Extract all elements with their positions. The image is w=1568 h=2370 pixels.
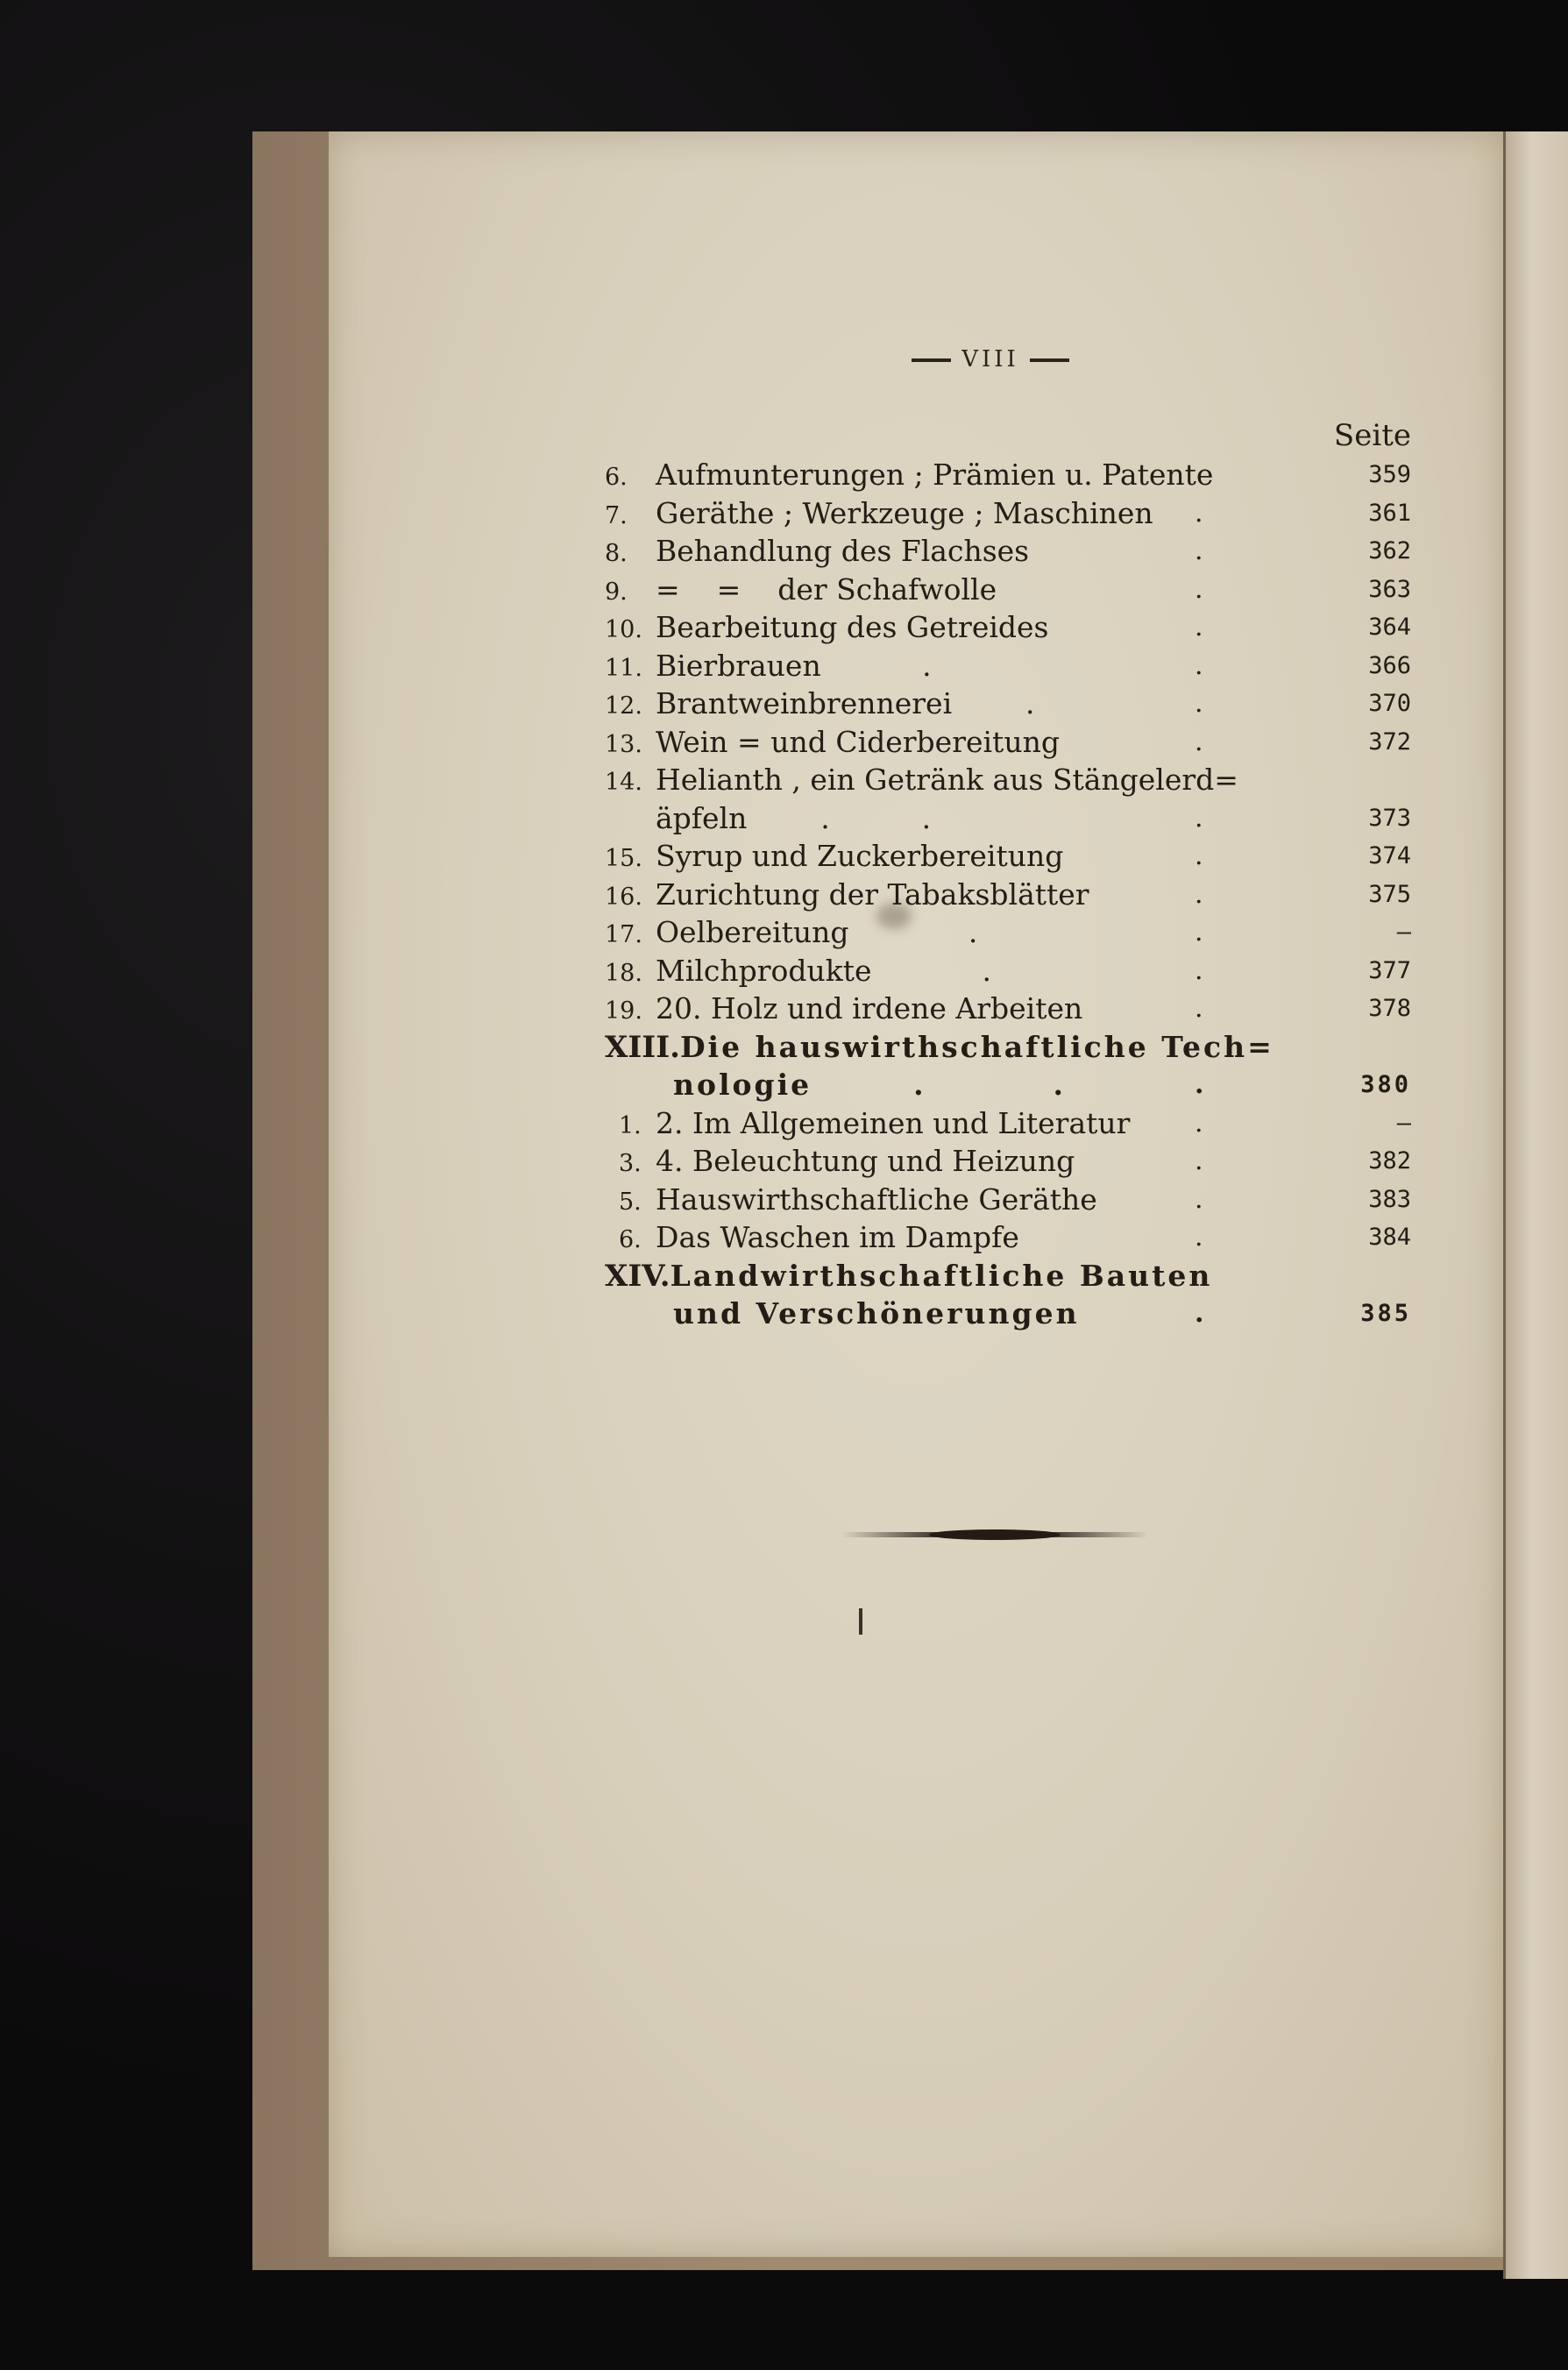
toc-entry-title: Die hauswirthschaftliche Tech= (679, 1029, 1274, 1064)
toc-entry-leader-dot: . (1195, 573, 1203, 605)
toc-entry-page: 375 (1368, 880, 1411, 908)
toc-entry (605, 456, 1411, 494)
toc-entry (605, 1295, 1411, 1333)
toc-entry (605, 1181, 1411, 1219)
toc-entry-number: 16. (605, 883, 642, 911)
folio-dash-right (1030, 358, 1069, 362)
toc-entry-leader-dot: . (1195, 841, 1203, 871)
toc-entry (605, 1257, 1411, 1295)
toc-entry-leader-dot: . (1195, 536, 1203, 566)
toc-entry-leader-dot: . (1195, 802, 1203, 834)
toc-entry (605, 952, 1411, 990)
toc-entry-number: 12. (605, 692, 642, 720)
toc-entry (605, 1142, 1411, 1181)
toc-entry-title: = = der Schafwolle (656, 571, 997, 607)
toc-entry-page: 372 (1368, 727, 1411, 756)
toc-entry-title: nologie . . (673, 1068, 1066, 1102)
closing-rule-center (929, 1529, 1061, 1540)
toc-entry (605, 799, 1411, 838)
toc-entry-title: und Verschönerungen (673, 1296, 1080, 1330)
toc-entry-leader-dot: . (1195, 917, 1203, 947)
page-column-header: Seite (1333, 418, 1411, 453)
toc-entry-number: 13. (605, 730, 642, 758)
toc-entry-page: — (1396, 919, 1411, 946)
toc-entry-number: 19. (605, 997, 642, 1025)
page-folio (876, 346, 1104, 373)
toc-entry-page: 361 (1368, 499, 1411, 527)
toc-entry-leader-dot: . (1195, 612, 1203, 642)
toc-entry-number: 9. (605, 578, 628, 606)
folio-dash-left (912, 358, 951, 362)
toc-entry-number: XIII. (605, 1029, 680, 1065)
toc-entry-number: XIV. (605, 1258, 670, 1294)
toc-entry-page: 370 (1368, 690, 1411, 717)
toc-entry-number: 6. (605, 464, 628, 491)
toc-entry-title: Das Waschen im Dampfe (656, 1220, 1019, 1254)
toc-entry (605, 723, 1411, 762)
toc-entry-number: 3. (619, 1150, 642, 1177)
toc-entry-title: Oelbereitung . (656, 915, 978, 949)
toc-entry-page: 383 (1368, 1185, 1411, 1213)
toc-entry-page: 384 (1368, 1224, 1411, 1251)
table-of-contents (605, 456, 1411, 1333)
toc-entry-title: Brantweinbrennerei . (656, 686, 1035, 720)
toc-entry-page: 382 (1368, 1147, 1411, 1174)
toc-entry (605, 608, 1411, 647)
toc-entry-page: 363 (1368, 575, 1411, 603)
toc-entry-title: Zurichtung der Tabaksblätter (656, 876, 1089, 912)
toc-entry-number: 7. (605, 501, 628, 529)
toc-entry-leader-dot: . (1195, 1298, 1207, 1329)
toc-entry-title: Landwirthschaftliche Bauten (670, 1258, 1213, 1293)
toc-entry-title: Helianth , ein Getränk aus Stängelerd= (656, 763, 1238, 797)
facing-page-edge (1503, 131, 1568, 2279)
toc-entry-leader-dot: . (1195, 1222, 1203, 1252)
toc-entry-title: Wein = und Ciderbereitung (656, 724, 1060, 759)
toc-entry (605, 1028, 1411, 1067)
toc-entry-leader-dot: . (1195, 878, 1203, 910)
toc-entry-leader-dot: . (1195, 497, 1203, 529)
toc-entry (605, 647, 1411, 685)
toc-entry-number: 17. (605, 921, 642, 948)
toc-entry (605, 685, 1411, 723)
toc-entry-leader-dot: . (1195, 688, 1203, 719)
toc-entry-title: Geräthe ; Werkzeuge ; Maschinen (656, 495, 1153, 530)
toc-entry (605, 837, 1411, 876)
toc-entry-title: Hauswirthschaftliche Geräthe (656, 1181, 1097, 1217)
toc-entry-leader-dot: . (1195, 1107, 1203, 1139)
toc-entry-page: 377 (1368, 956, 1411, 984)
toc-entry-page: 374 (1368, 842, 1411, 869)
toc-entry-number: 5. (619, 1188, 642, 1216)
toc-entry (605, 876, 1411, 914)
toc-entry (605, 1104, 1411, 1143)
toc-entry-title: Bierbrauen . (656, 648, 932, 683)
folio-number: VIII (961, 346, 1019, 373)
toc-entry (605, 990, 1411, 1028)
toc-entry-title: Behandlung des Flachses (656, 534, 1030, 568)
toc-entry (605, 532, 1411, 571)
toc-entry-number: 1. (619, 1111, 642, 1139)
toc-entry-leader-dot: . (1195, 993, 1203, 1024)
toc-entry-title: äpfeln . . (656, 800, 932, 835)
toc-entry-number: 15. (605, 845, 642, 872)
toc-entry-page: 373 (1368, 804, 1411, 832)
toc-entry-page: 366 (1368, 651, 1411, 679)
toc-entry-title: Aufmunterungen ; Prämien u. Patente (656, 458, 1214, 492)
toc-entry (605, 913, 1411, 952)
toc-entry-number: 10. (605, 616, 642, 643)
toc-entry-leader-dot: . (1195, 954, 1203, 986)
toc-entry-page: — (1396, 1109, 1411, 1137)
toc-entry-leader-dot: . (1195, 649, 1203, 681)
toc-entry-number: 8. (605, 540, 628, 567)
toc-entry-title: Syrup und Zuckerbereitung (656, 839, 1064, 873)
toc-entry-leader-dot: . (1195, 726, 1203, 757)
toc-entry-page: 378 (1368, 995, 1411, 1022)
toc-entry-number: 18. (605, 959, 642, 987)
toc-entry-page: 364 (1368, 614, 1411, 641)
toc-entry-title: 20. Holz und irdene Arbeiten (656, 991, 1083, 1025)
toc-entry-number: 6. (619, 1226, 642, 1253)
toc-entry (605, 571, 1411, 609)
toc-entry-leader-dot: . (1195, 1146, 1203, 1176)
toc-entry (605, 1218, 1411, 1257)
toc-entry-number: 11. (605, 654, 642, 682)
toc-entry (605, 761, 1411, 799)
toc-entry-title: 4. Beleuchtung und Heizung (656, 1144, 1075, 1178)
toc-entry-number: 14. (605, 769, 642, 796)
toc-entry-page: 359 (1368, 461, 1411, 488)
toc-entry-title: 2. Im Allgemeinen und Literatur (656, 1105, 1131, 1140)
toc-entry-page: 380 (1360, 1071, 1411, 1098)
toc-entry-title: Bearbeitung des Getreides (656, 610, 1049, 644)
page-mark (859, 1608, 862, 1635)
toc-entry (605, 494, 1411, 533)
toc-entry-title: Milchprodukte . (656, 953, 991, 988)
toc-entry-leader-dot: . (1195, 1069, 1207, 1100)
toc-entry-page: 362 (1368, 537, 1411, 564)
toc-entry (605, 1066, 1411, 1104)
toc-entry-page: 385 (1360, 1300, 1411, 1327)
toc-entry-leader-dot: . (1195, 1183, 1203, 1215)
